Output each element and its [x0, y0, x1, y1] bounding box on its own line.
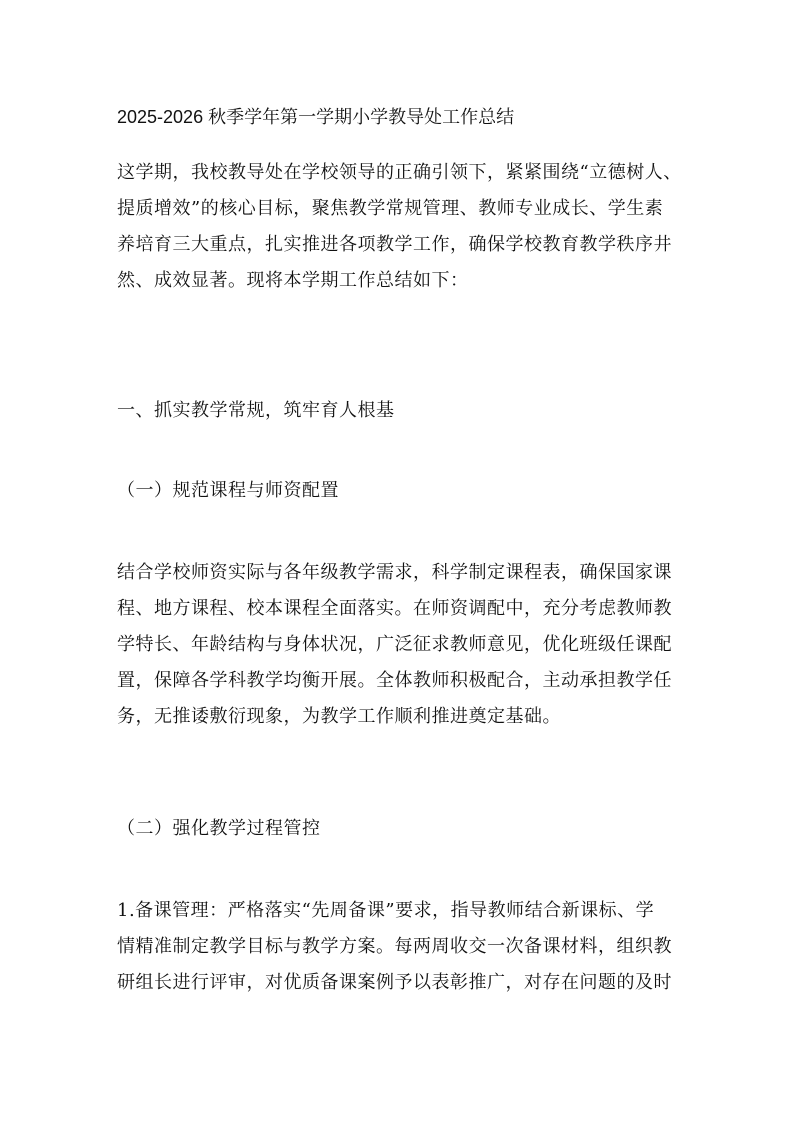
subsection-heading: （一）规范课程与师资配置 [117, 480, 339, 501]
intro-line: 养培育三大重点，扎实推进各项教学工作，确保学校教育教学秩序井 [117, 234, 672, 255]
paragraph-line: 1.备课管理：严格落实“先周备课”要求，指导教师结合新课标、学 [117, 900, 655, 921]
paragraph-line: 研组长进行评审，对优质备课案例予以表彰推广，对存在问题的及时 [117, 972, 672, 993]
paragraph-line: 务，无推诿敷衍现象，为教学工作顺利推进奠定基础。 [117, 706, 561, 727]
intro-line: 提质增效”的核心目标，聚焦教学常规管理、教师专业成长、学生素 [117, 198, 664, 219]
paragraph-line: 学特长、年龄结构与身体状况，广泛征求教师意见，优化班级任课配 [117, 634, 672, 655]
paragraph-line: 情精准制定教学目标与教学方案。每两周收交一次备课材料，组织教 [117, 936, 672, 957]
section-heading: 一、抓实教学常规，筑牢育人根基 [117, 400, 395, 421]
paragraph-line: 结合学校师资实际与各年级教学需求，科学制定课程表，确保国家课 [117, 562, 672, 583]
document-title: 2025-2026 秋季学年第一学期小学教导处工作总结 [117, 107, 515, 127]
intro-line: 然、成效显著。现将本学期工作总结如下： [117, 270, 469, 291]
paragraph-line: 程、地方课程、校本课程全面落实。在师资调配中，充分考虑教师教 [117, 598, 672, 619]
subsection-heading: （二）强化教学过程管控 [117, 818, 321, 839]
paragraph-line: 置，保障各学科教学均衡开展。全体教师积极配合，主动承担教学任 [117, 670, 672, 691]
intro-line: 这学期，我校教导处在学校领导的正确引领下，紧紧围绕“立德树人、 [117, 162, 682, 183]
